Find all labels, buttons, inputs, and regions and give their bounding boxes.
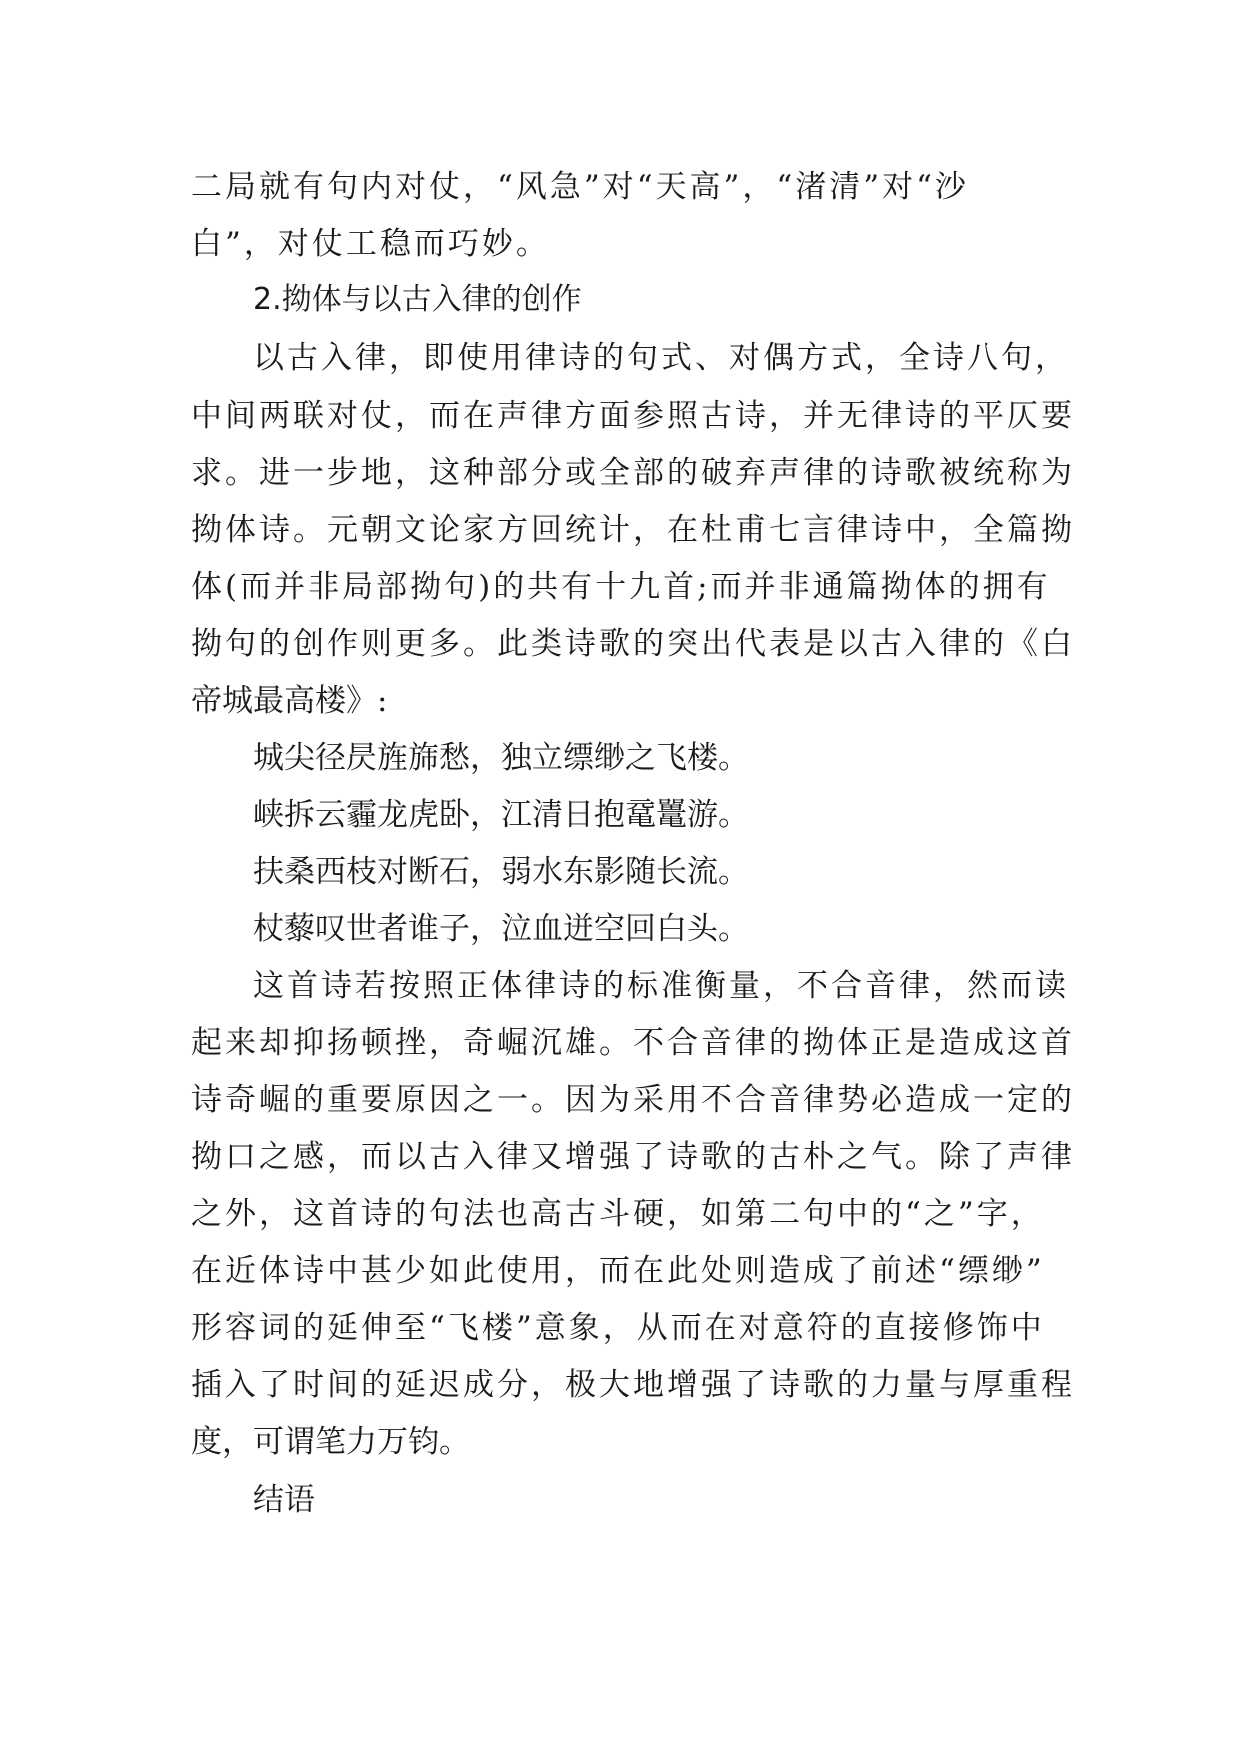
text-line: 起来却抑扬顿挫，奇崛沉雄。不合音律的拗体正是造成这首 <box>191 1025 1075 1061</box>
text-line: 中间两联对仗，而在声律方面参照古诗，并无律诗的平仄要 <box>191 398 1075 434</box>
poem-line: 峡拆云霾龙虎卧，江清日抱鼋鼍游。 <box>253 797 749 833</box>
text-line: 以古入律，即使用律诗的句式、对偶方式，全诗八句， <box>253 340 1069 376</box>
text-line: 形容词的延伸至“飞楼”意象，从而在对意符的直接修饰中 <box>191 1310 1045 1346</box>
section-heading: 结语 <box>253 1482 315 1518</box>
text-line: 诗奇崛的重要原因之一。因为采用不合音律势必造成一定的 <box>191 1082 1075 1118</box>
text-line: 求。进一步地，这种部分或全部的破弃声律的诗歌被统称为 <box>191 455 1075 491</box>
text-line: 拗句的创作则更多。此类诗歌的突出代表是以古入律的《白 <box>191 626 1075 662</box>
text-line: 之外，这首诗的句法也高古斗硬，如第二句中的“之”字， <box>191 1196 1045 1232</box>
text-line: 白”，对仗工稳而巧妙。 <box>191 226 550 262</box>
text-line: 拗体诗。元朝文论家方回统计，在杜甫七言律诗中，全篇拗 <box>191 512 1075 548</box>
text-line: 这首诗若按照正体律诗的标准衡量，不合音律，然而读 <box>253 968 1069 1004</box>
poem-line: 扶桑西枝对断石，弱水东影随长流。 <box>253 854 749 890</box>
poem-line: 杖藜叹世者谁子，泣血迸空回白头。 <box>253 911 749 947</box>
text-line: 帝城最高楼》: <box>191 683 388 719</box>
section-heading: 2.拗体与以古入律的创作 <box>253 282 582 317</box>
text-line: 插入了时间的延迟成分，极大地增强了诗歌的力量与厚重程 <box>191 1367 1075 1403</box>
text-line: 在近体诗中甚少如此使用，而在此处则造成了前述“缥缈” <box>191 1253 1045 1289</box>
text-line: 二局就有句内对仗，“风急”对“天高”，“渚清”对“沙 <box>191 169 969 205</box>
text-line: 体(而并非局部拗句)的共有十九首;而并非通篇拗体的拥有 <box>191 569 1051 605</box>
text-line: 度，可谓笔力万钧。 <box>191 1424 470 1460</box>
poem-line: 城尖径昃旌旆愁，独立缥缈之飞楼。 <box>253 740 749 776</box>
text-line: 拗口之感，而以古入律又增强了诗歌的古朴之气。除了声律 <box>191 1139 1075 1175</box>
